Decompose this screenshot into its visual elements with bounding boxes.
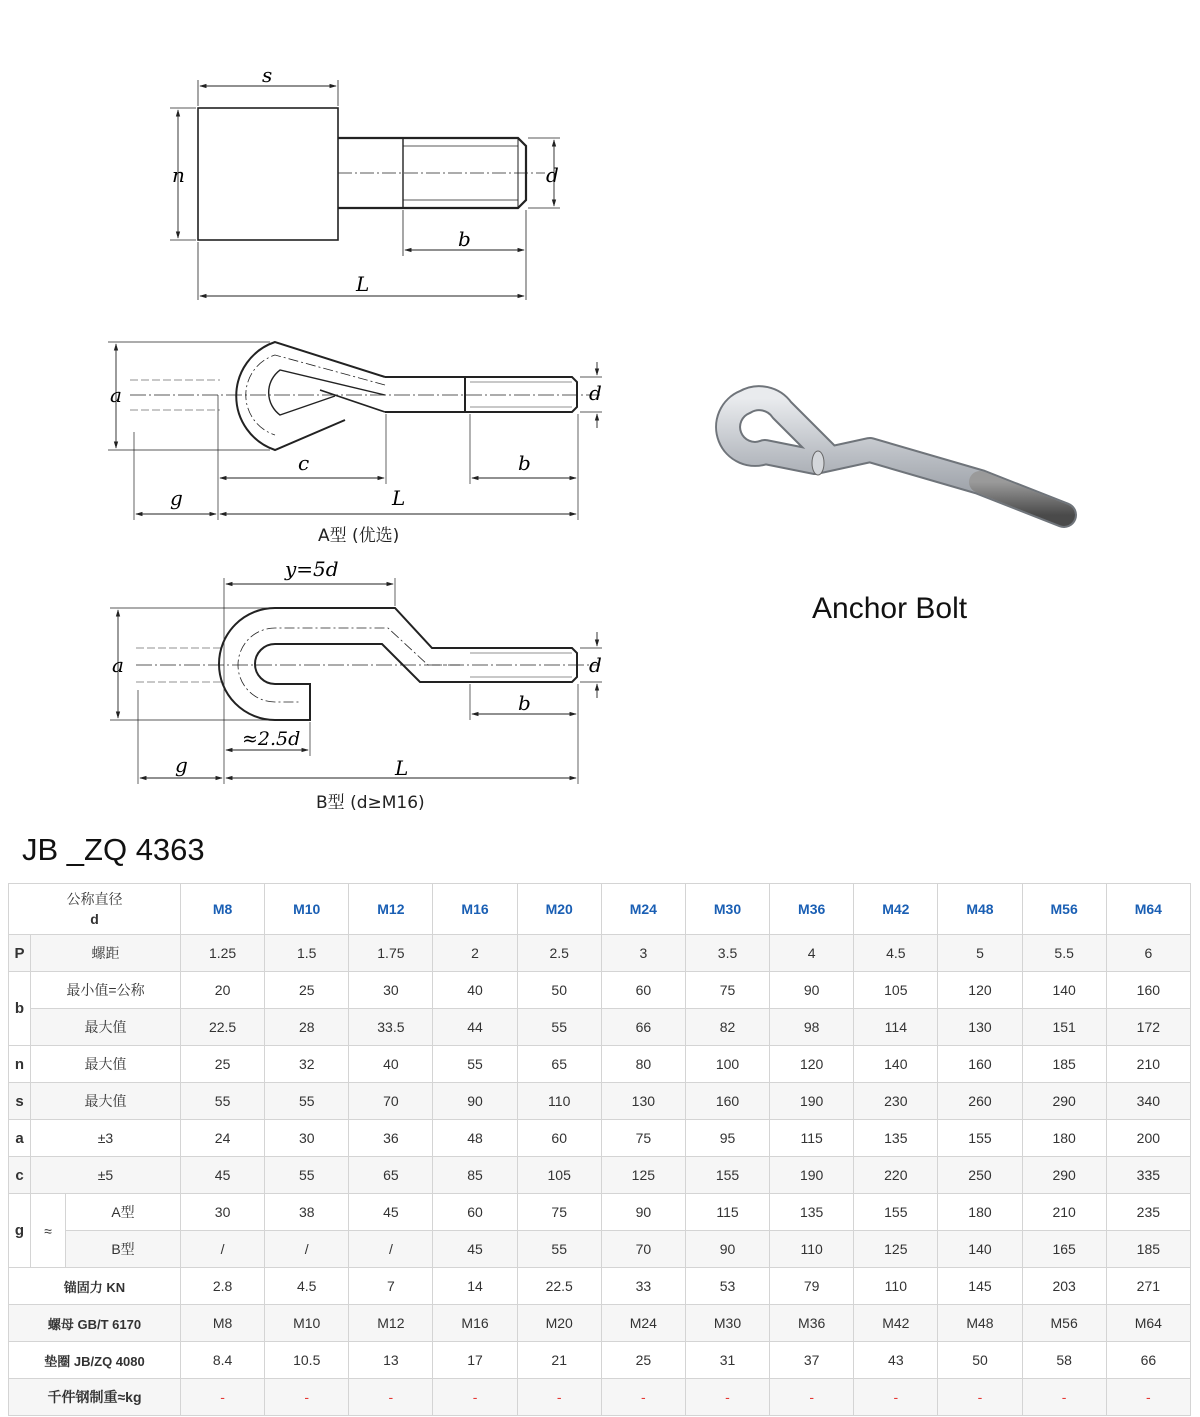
- cell: 115: [770, 1120, 854, 1157]
- cell: /: [265, 1231, 349, 1268]
- cell: 135: [770, 1194, 854, 1231]
- cell: 145: [938, 1268, 1022, 1305]
- cell: 48: [433, 1120, 517, 1157]
- row-label: 螺母 GB/T 6170: [9, 1305, 181, 1342]
- cell: M10: [265, 1305, 349, 1342]
- cell: 75: [601, 1120, 685, 1157]
- cell: -: [517, 1379, 601, 1416]
- top-view: [170, 80, 560, 300]
- cell: 8.4: [181, 1342, 265, 1379]
- row-label: B型: [66, 1231, 181, 1268]
- row-label: 最大值: [31, 1046, 181, 1083]
- cell: 14: [433, 1268, 517, 1305]
- cell: 30: [265, 1120, 349, 1157]
- type-b-y-label: y=5d: [285, 557, 339, 581]
- cell: 5.5: [1022, 935, 1106, 972]
- cell: 160: [685, 1083, 769, 1120]
- cell: -: [181, 1379, 265, 1416]
- cell: 70: [601, 1231, 685, 1268]
- cell: 33: [601, 1268, 685, 1305]
- table-row-s: [9, 1083, 1191, 1120]
- cell: /: [349, 1231, 433, 1268]
- cell: 185: [1022, 1046, 1106, 1083]
- cell: 100: [685, 1046, 769, 1083]
- cell: 180: [938, 1194, 1022, 1231]
- anchor-bolt-spec-table: [8, 883, 1191, 1416]
- type-a-g-label: g: [170, 486, 183, 510]
- dim-L-label: L: [356, 272, 370, 296]
- cell: 82: [685, 1009, 769, 1046]
- table-row-P: [9, 935, 1191, 972]
- cell: 105: [517, 1157, 601, 1194]
- row-label: 千件钢制重≈kg: [9, 1379, 181, 1416]
- cell: -: [770, 1379, 854, 1416]
- cell: 55: [265, 1157, 349, 1194]
- cell: 66: [1106, 1342, 1190, 1379]
- cell: 79: [770, 1268, 854, 1305]
- cell: 66: [601, 1009, 685, 1046]
- cell: 65: [349, 1157, 433, 1194]
- cell: 80: [601, 1046, 685, 1083]
- cell: 172: [1106, 1009, 1190, 1046]
- cell: 30: [181, 1194, 265, 1231]
- row-label: 最小值=公称: [31, 972, 181, 1009]
- cell: 155: [938, 1120, 1022, 1157]
- cell: 31: [685, 1342, 769, 1379]
- cell: 190: [770, 1083, 854, 1120]
- header-sub-label: d: [90, 911, 99, 927]
- type-a-d-label: d: [589, 381, 602, 405]
- cell: 75: [685, 972, 769, 1009]
- cell: 55: [181, 1083, 265, 1120]
- cell: M30: [685, 1305, 769, 1342]
- type-b-d-label: d: [589, 653, 602, 677]
- cell: 50: [938, 1342, 1022, 1379]
- type-a-c-label: c: [298, 451, 310, 475]
- cell: 105: [854, 972, 938, 1009]
- type-a-L-label: L: [392, 486, 406, 510]
- cell: 220: [854, 1157, 938, 1194]
- cell: 290: [1022, 1083, 1106, 1120]
- row-symbol: s: [9, 1083, 31, 1120]
- cell: 60: [601, 972, 685, 1009]
- cell: 45: [349, 1194, 433, 1231]
- row-symbol: c: [9, 1157, 31, 1194]
- size-header: M30: [685, 884, 769, 935]
- cell: 210: [1106, 1046, 1190, 1083]
- cell: 271: [1106, 1268, 1190, 1305]
- table-row-g-b: [9, 1231, 1191, 1268]
- cell: M20: [517, 1305, 601, 1342]
- cell: 40: [349, 1046, 433, 1083]
- cell: 290: [1022, 1157, 1106, 1194]
- type-b-hook-label: ≈2.5d: [242, 728, 301, 750]
- dim-s-label: s: [262, 63, 273, 87]
- row-label: 最大值: [31, 1083, 181, 1120]
- cell: 13: [349, 1342, 433, 1379]
- cell: 43: [854, 1342, 938, 1379]
- table-row-c: [9, 1157, 1191, 1194]
- cell: 110: [854, 1268, 938, 1305]
- cell: 1.25: [181, 935, 265, 972]
- cell: -: [349, 1379, 433, 1416]
- cell: -: [433, 1379, 517, 1416]
- cell: 25: [601, 1342, 685, 1379]
- cell: 50: [517, 972, 601, 1009]
- cell: 58: [1022, 1342, 1106, 1379]
- cell: M8: [181, 1305, 265, 1342]
- cell: 4.5: [854, 935, 938, 972]
- cell: 90: [770, 972, 854, 1009]
- cell: 25: [265, 972, 349, 1009]
- cell: 203: [1022, 1268, 1106, 1305]
- cell: 120: [938, 972, 1022, 1009]
- table-row-b-max: [9, 1009, 1191, 1046]
- cell: -: [938, 1379, 1022, 1416]
- table-row-nut: [9, 1305, 1191, 1342]
- row-label: ±5: [31, 1157, 181, 1194]
- cell: 98: [770, 1009, 854, 1046]
- size-header: M48: [938, 884, 1022, 935]
- cell: 110: [770, 1231, 854, 1268]
- cell: 24: [181, 1120, 265, 1157]
- type-b-g-label: g: [175, 753, 188, 777]
- cell: 90: [685, 1231, 769, 1268]
- anchor-bolt-illustration: [728, 398, 1064, 515]
- cell: 60: [517, 1120, 601, 1157]
- cell: 335: [1106, 1157, 1190, 1194]
- size-header: M16: [433, 884, 517, 935]
- cell: 22.5: [517, 1268, 601, 1305]
- row-symbol: a: [9, 1120, 31, 1157]
- cell: 6: [1106, 935, 1190, 972]
- row-label: ±3: [31, 1120, 181, 1157]
- cell: 125: [601, 1157, 685, 1194]
- product-label: Anchor Bolt: [812, 592, 968, 625]
- row-label: 螺距: [31, 935, 181, 972]
- cell: 55: [265, 1083, 349, 1120]
- cell: 22.5: [181, 1009, 265, 1046]
- cell: -: [1106, 1379, 1190, 1416]
- cell: 165: [1022, 1231, 1106, 1268]
- cell: 180: [1022, 1120, 1106, 1157]
- cell: 95: [685, 1120, 769, 1157]
- cell: 21: [517, 1342, 601, 1379]
- row-label: A型: [66, 1194, 181, 1231]
- cell: 140: [854, 1046, 938, 1083]
- cell: /: [181, 1231, 265, 1268]
- cell: 90: [433, 1083, 517, 1120]
- size-header: M8: [181, 884, 265, 935]
- size-header: M42: [854, 884, 938, 935]
- cell: M24: [601, 1305, 685, 1342]
- cell: 140: [938, 1231, 1022, 1268]
- cell: 33.5: [349, 1009, 433, 1046]
- cell: 140: [1022, 972, 1106, 1009]
- cell: 2.5: [517, 935, 601, 972]
- row-symbol: P: [9, 935, 31, 972]
- header-label: 公称直径: [66, 891, 123, 907]
- size-header: M56: [1022, 884, 1106, 935]
- cell: -: [854, 1379, 938, 1416]
- dim-b-label: b: [458, 227, 471, 251]
- size-header: M10: [265, 884, 349, 935]
- cell: 3: [601, 935, 685, 972]
- cell: 65: [517, 1046, 601, 1083]
- row-label: 垫圈 JB/ZQ 4080: [9, 1342, 181, 1379]
- cell: 38: [265, 1194, 349, 1231]
- cell: 4: [770, 935, 854, 972]
- table-row-g-a: [9, 1194, 1191, 1231]
- cell: 70: [349, 1083, 433, 1120]
- cell: 114: [854, 1009, 938, 1046]
- cell: 115: [685, 1194, 769, 1231]
- cell: 60: [433, 1194, 517, 1231]
- cell: 190: [770, 1157, 854, 1194]
- cell: 20: [181, 972, 265, 1009]
- dim-d-label: d: [546, 163, 559, 187]
- type-b-b-label: b: [518, 691, 531, 715]
- cell: 185: [1106, 1231, 1190, 1268]
- table-row-weight: [9, 1379, 1191, 1416]
- cell: 1.5: [265, 935, 349, 972]
- cell: 28: [265, 1009, 349, 1046]
- cell: 120: [770, 1046, 854, 1083]
- cell: 32: [265, 1046, 349, 1083]
- cell: 25: [181, 1046, 265, 1083]
- document-title: JB _ZQ 4363: [22, 832, 205, 867]
- table-row-anchor-force: [9, 1268, 1191, 1305]
- cell: 155: [685, 1157, 769, 1194]
- cell: 40: [433, 972, 517, 1009]
- cell: 5: [938, 935, 1022, 972]
- cell: 2.8: [181, 1268, 265, 1305]
- cell: 4.5: [265, 1268, 349, 1305]
- cell: 10.5: [265, 1342, 349, 1379]
- cell: 3.5: [685, 935, 769, 972]
- header-nominal-diameter: [9, 884, 181, 935]
- cell: 45: [433, 1231, 517, 1268]
- cell: M16: [433, 1305, 517, 1342]
- cell: 200: [1106, 1120, 1190, 1157]
- cell: 55: [517, 1009, 601, 1046]
- cell: 30: [349, 972, 433, 1009]
- cell: 230: [854, 1083, 938, 1120]
- table-row-a: [9, 1120, 1191, 1157]
- cell: 155: [854, 1194, 938, 1231]
- row-symbol: n: [9, 1046, 31, 1083]
- cell: 340: [1106, 1083, 1190, 1120]
- cell: 53: [685, 1268, 769, 1305]
- cell: 260: [938, 1083, 1022, 1120]
- row-label: 最大值: [31, 1009, 181, 1046]
- cell: -: [1022, 1379, 1106, 1416]
- table-row-n: [9, 1046, 1191, 1083]
- cell: 75: [517, 1194, 601, 1231]
- type-b-a-label: a: [112, 653, 124, 677]
- type-a-caption: A型 (优选): [318, 526, 400, 546]
- cell: 125: [854, 1231, 938, 1268]
- dim-n-label: n: [172, 163, 185, 187]
- cell: 17: [433, 1342, 517, 1379]
- cell: M48: [938, 1305, 1022, 1342]
- cell: M42: [854, 1305, 938, 1342]
- cell: 55: [517, 1231, 601, 1268]
- size-header: M24: [601, 884, 685, 935]
- cell: 45: [181, 1157, 265, 1194]
- type-b-L-label: L: [395, 756, 409, 780]
- cell: 2: [433, 935, 517, 972]
- cell: 1.75: [349, 935, 433, 972]
- cell: 250: [938, 1157, 1022, 1194]
- size-header: M12: [349, 884, 433, 935]
- cell: M36: [770, 1305, 854, 1342]
- row-label: 锚固力 KN: [9, 1268, 181, 1305]
- cell: 130: [938, 1009, 1022, 1046]
- table-row-b-min: [9, 972, 1191, 1009]
- table-row-washer: [9, 1342, 1191, 1379]
- cell: M12: [349, 1305, 433, 1342]
- cell: M64: [1106, 1305, 1190, 1342]
- cell: 55: [433, 1046, 517, 1083]
- cell: 130: [601, 1083, 685, 1120]
- cell: M56: [1022, 1305, 1106, 1342]
- cell: 160: [938, 1046, 1022, 1083]
- cell: -: [265, 1379, 349, 1416]
- cell: 235: [1106, 1194, 1190, 1231]
- table-header-row: [9, 884, 1191, 935]
- cell: 160: [1106, 972, 1190, 1009]
- size-header: M36: [770, 884, 854, 935]
- approx-symbol: ≈: [31, 1194, 66, 1268]
- size-header: M20: [517, 884, 601, 935]
- cell: 210: [1022, 1194, 1106, 1231]
- cell: 36: [349, 1120, 433, 1157]
- cell: 85: [433, 1157, 517, 1194]
- type-a-b-label: b: [518, 451, 531, 475]
- cell: 90: [601, 1194, 685, 1231]
- type-a-a-label: a: [110, 383, 122, 407]
- cell: -: [685, 1379, 769, 1416]
- size-header: M64: [1106, 884, 1190, 935]
- cell: 135: [854, 1120, 938, 1157]
- cell: 151: [1022, 1009, 1106, 1046]
- cell: 7: [349, 1268, 433, 1305]
- row-symbol: g: [9, 1194, 31, 1268]
- cell: 44: [433, 1009, 517, 1046]
- row-symbol: b: [9, 972, 31, 1046]
- cell: -: [601, 1379, 685, 1416]
- cell: 110: [517, 1083, 601, 1120]
- cell: 37: [770, 1342, 854, 1379]
- type-b-caption: B型 (d≥M16): [316, 793, 425, 813]
